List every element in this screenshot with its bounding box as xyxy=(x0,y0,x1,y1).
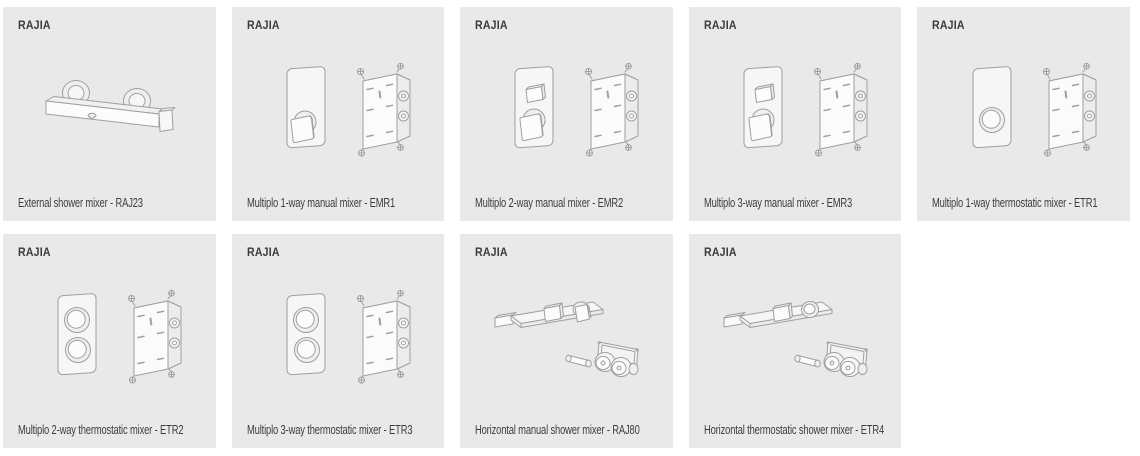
product-name: Multiplo 3-way manual mixer - EMR3 xyxy=(703,196,852,210)
product-card-etr1[interactable] xyxy=(917,7,1130,221)
plate-two-round-knobs-drawing xyxy=(24,278,194,398)
product-card-emr1[interactable] xyxy=(232,7,445,221)
product-name: Multiplo 3-way thermostatic mixer - ETR3 xyxy=(246,423,412,437)
brand-label: RAJIA xyxy=(703,247,737,259)
product-card-raj23[interactable] xyxy=(3,7,216,221)
product-card-raj80[interactable] xyxy=(460,234,673,448)
brand-label: RAJIA xyxy=(703,20,737,32)
product-card-emr3[interactable] xyxy=(689,7,902,221)
brand-label: RAJIA xyxy=(932,20,966,32)
product-illustration xyxy=(232,258,445,418)
product-illustration xyxy=(917,31,1130,191)
horizontal-plate-knob-drawing xyxy=(710,278,880,398)
plate-two-round-knobs-drawing xyxy=(253,278,423,398)
product-illustration xyxy=(689,31,902,191)
brand-label: RAJIA xyxy=(246,20,280,32)
product-name: Multiplo 2-way manual mixer - EMR2 xyxy=(475,196,624,210)
product-name: Horizontal thermostatic shower mixer - ETR4 xyxy=(703,423,884,437)
horizontal-plate-lever-drawing xyxy=(481,278,651,398)
plate-knob-lever-drawing xyxy=(710,51,880,171)
product-illustration xyxy=(3,258,216,418)
product-card-etr2[interactable] xyxy=(3,234,216,448)
plate-knob-lever-drawing xyxy=(481,51,651,171)
product-name: External shower mixer - RAJ23 xyxy=(18,196,143,210)
plate-lever-drawing xyxy=(253,51,423,171)
brand-label: RAJIA xyxy=(475,20,508,32)
product-illustration xyxy=(3,31,216,191)
brand-label: RAJIA xyxy=(246,247,280,259)
product-name: Multiplo 2-way thermostatic mixer - ETR2 xyxy=(18,423,184,437)
product-name: Multiplo 1-way manual mixer - EMR1 xyxy=(246,196,395,210)
plate-round-knob-drawing xyxy=(939,51,1109,171)
brand-label: RAJIA xyxy=(18,247,51,259)
product-illustration xyxy=(689,258,902,418)
brand-label: RAJIA xyxy=(18,20,51,32)
product-illustration xyxy=(460,258,673,418)
product-card-etr4[interactable] xyxy=(689,234,902,448)
external-shower-mixer-drawing xyxy=(24,51,194,171)
product-illustration xyxy=(460,31,673,191)
product-illustration xyxy=(232,31,445,191)
product-card-emr2[interactable] xyxy=(460,7,673,221)
product-name: Horizontal manual shower mixer - RAJ80 xyxy=(475,423,640,437)
brand-label: RAJIA xyxy=(475,247,508,259)
product-name: Multiplo 1-way thermostatic mixer - ETR1 xyxy=(932,196,1098,210)
product-card-etr3[interactable] xyxy=(232,234,445,448)
